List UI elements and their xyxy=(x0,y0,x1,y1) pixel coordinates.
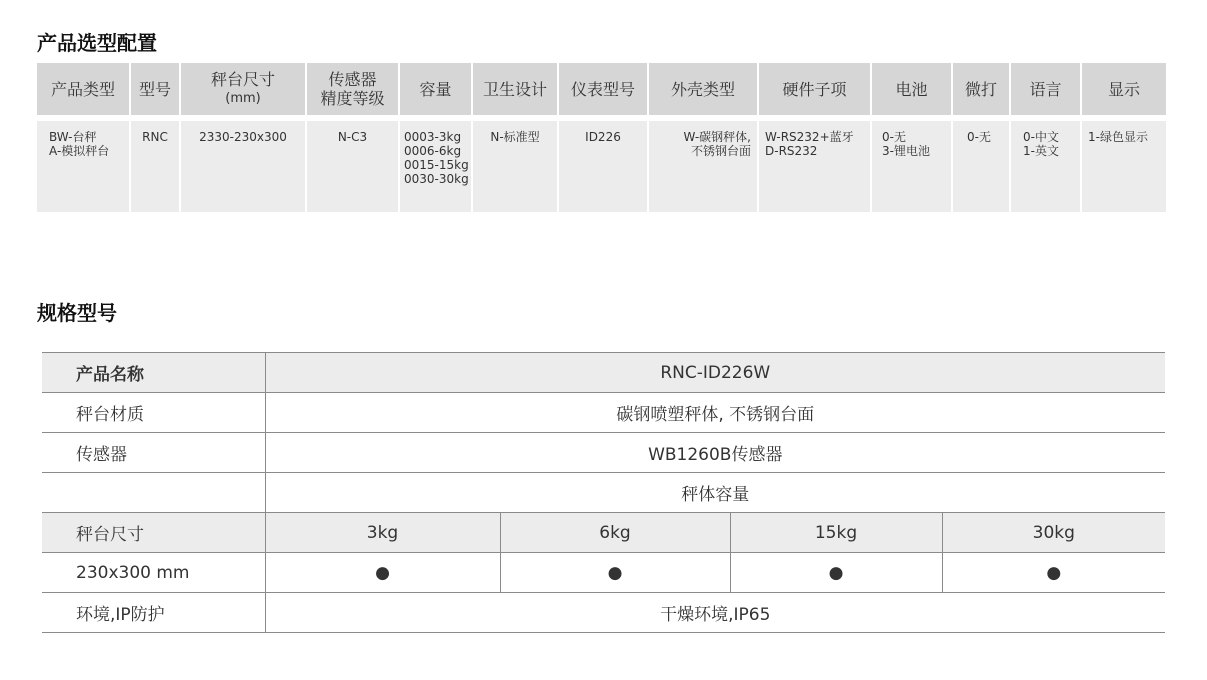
availability-dot: ● xyxy=(500,553,730,593)
header-cell-battery xyxy=(872,63,951,115)
value-cell-hygiene: N-标准型 xyxy=(473,121,557,212)
header-cell-hygiene xyxy=(473,63,557,115)
header-cell-platform-size xyxy=(181,63,305,115)
header-label: 微打 xyxy=(964,79,997,99)
header-cell-terminal xyxy=(559,63,647,115)
header-cell-hardware xyxy=(759,63,870,115)
header-label: 外壳类型 xyxy=(670,79,735,99)
value-cell-language: 0-中文 1-英文 xyxy=(1011,121,1080,212)
header-cell-display xyxy=(1082,63,1166,115)
table-row xyxy=(42,473,1165,513)
header-cell-printer xyxy=(953,63,1009,115)
capacity-6kg: 6kg xyxy=(500,513,730,553)
value-cell-printer: 0-无 xyxy=(953,121,1009,212)
header-label: 容量 xyxy=(419,79,452,99)
header-cell-sensor-accuracy xyxy=(307,63,398,115)
value-cell-terminal: ID226 xyxy=(559,121,647,212)
header-label: 秤台尺寸 xyxy=(210,70,275,89)
header-cell-capacity xyxy=(400,63,471,115)
value-cell-sensor-accuracy: N-C3 xyxy=(307,121,398,212)
spec-table xyxy=(42,352,1165,633)
size-label: 秤台尺寸 xyxy=(42,513,265,553)
capacity-label-blank xyxy=(42,473,265,513)
header-cell-housing xyxy=(649,63,757,115)
table-row xyxy=(42,393,1165,433)
sensor-value: WB1260B传感器 xyxy=(265,433,1165,473)
header-label: 产品类型 xyxy=(50,79,115,99)
value-cell-platform-size: 2330-230x300 xyxy=(181,121,305,212)
product-name-label: 产品名称 xyxy=(42,353,265,393)
env-label: 环境,IP防护 xyxy=(42,593,265,633)
header-label: 传感器 xyxy=(328,70,377,89)
size-row-label: 230x300 mm xyxy=(42,553,265,593)
value-cell-hardware: W-RS232+蓝牙 D-RS232 xyxy=(759,121,870,212)
capacity-label: 秤体容量 xyxy=(265,473,1165,513)
capacity-3kg: 3kg xyxy=(265,513,500,553)
header-label: 显示 xyxy=(1107,79,1140,99)
table-row xyxy=(42,553,1165,593)
header-label: 仪表型号 xyxy=(570,79,635,99)
value-cell-model: RNC xyxy=(131,121,179,212)
header-label: 硬件子项 xyxy=(782,79,847,99)
sensor-label: 传感器 xyxy=(42,433,265,473)
value-cell-housing: W-碳钢秤体, 不锈钢台面 xyxy=(649,121,757,212)
capacity-30kg: 30kg xyxy=(942,513,1165,553)
material-value: 碳钢喷塑秤体, 不锈钢台面 xyxy=(265,393,1165,433)
section-title-spec: 规格型号 xyxy=(37,301,117,325)
capacity-15kg: 15kg xyxy=(730,513,942,553)
header-sublabel: (mm) xyxy=(225,91,261,106)
header-label: 型号 xyxy=(138,79,171,99)
selection-table xyxy=(37,63,1166,212)
value-cell-battery: 0-无 3-锂电池 xyxy=(872,121,951,212)
table-row xyxy=(42,433,1165,473)
value-cell-product-type: BW-台秤 A-模拟秤台 xyxy=(37,121,129,212)
header-label: 电池 xyxy=(895,79,928,99)
table-row xyxy=(42,593,1165,633)
value-cell-display: 1-绿色显示 xyxy=(1082,121,1166,212)
product-name-value: RNC-ID226W xyxy=(265,353,1165,393)
material-label: 秤台材质 xyxy=(42,393,265,433)
section-title-selection: 产品选型配置 xyxy=(37,31,157,55)
header-label: 卫生设计 xyxy=(482,79,547,99)
availability-dot: ● xyxy=(942,553,1165,593)
header-cell-model xyxy=(131,63,179,115)
availability-dot: ● xyxy=(265,553,500,593)
header-cell-language xyxy=(1011,63,1080,115)
header-sublabel: 精度等级 xyxy=(320,89,385,108)
header-cell-product-type xyxy=(37,63,129,115)
table-row xyxy=(42,353,1165,393)
header-label: 语言 xyxy=(1029,79,1062,99)
env-value: 干燥环境,IP65 xyxy=(265,593,1165,633)
availability-dot: ● xyxy=(730,553,942,593)
table-row xyxy=(42,513,1165,553)
value-cell-capacity: 0003-3kg 0006-6kg 0015-15kg 0030-30kg xyxy=(400,121,471,212)
